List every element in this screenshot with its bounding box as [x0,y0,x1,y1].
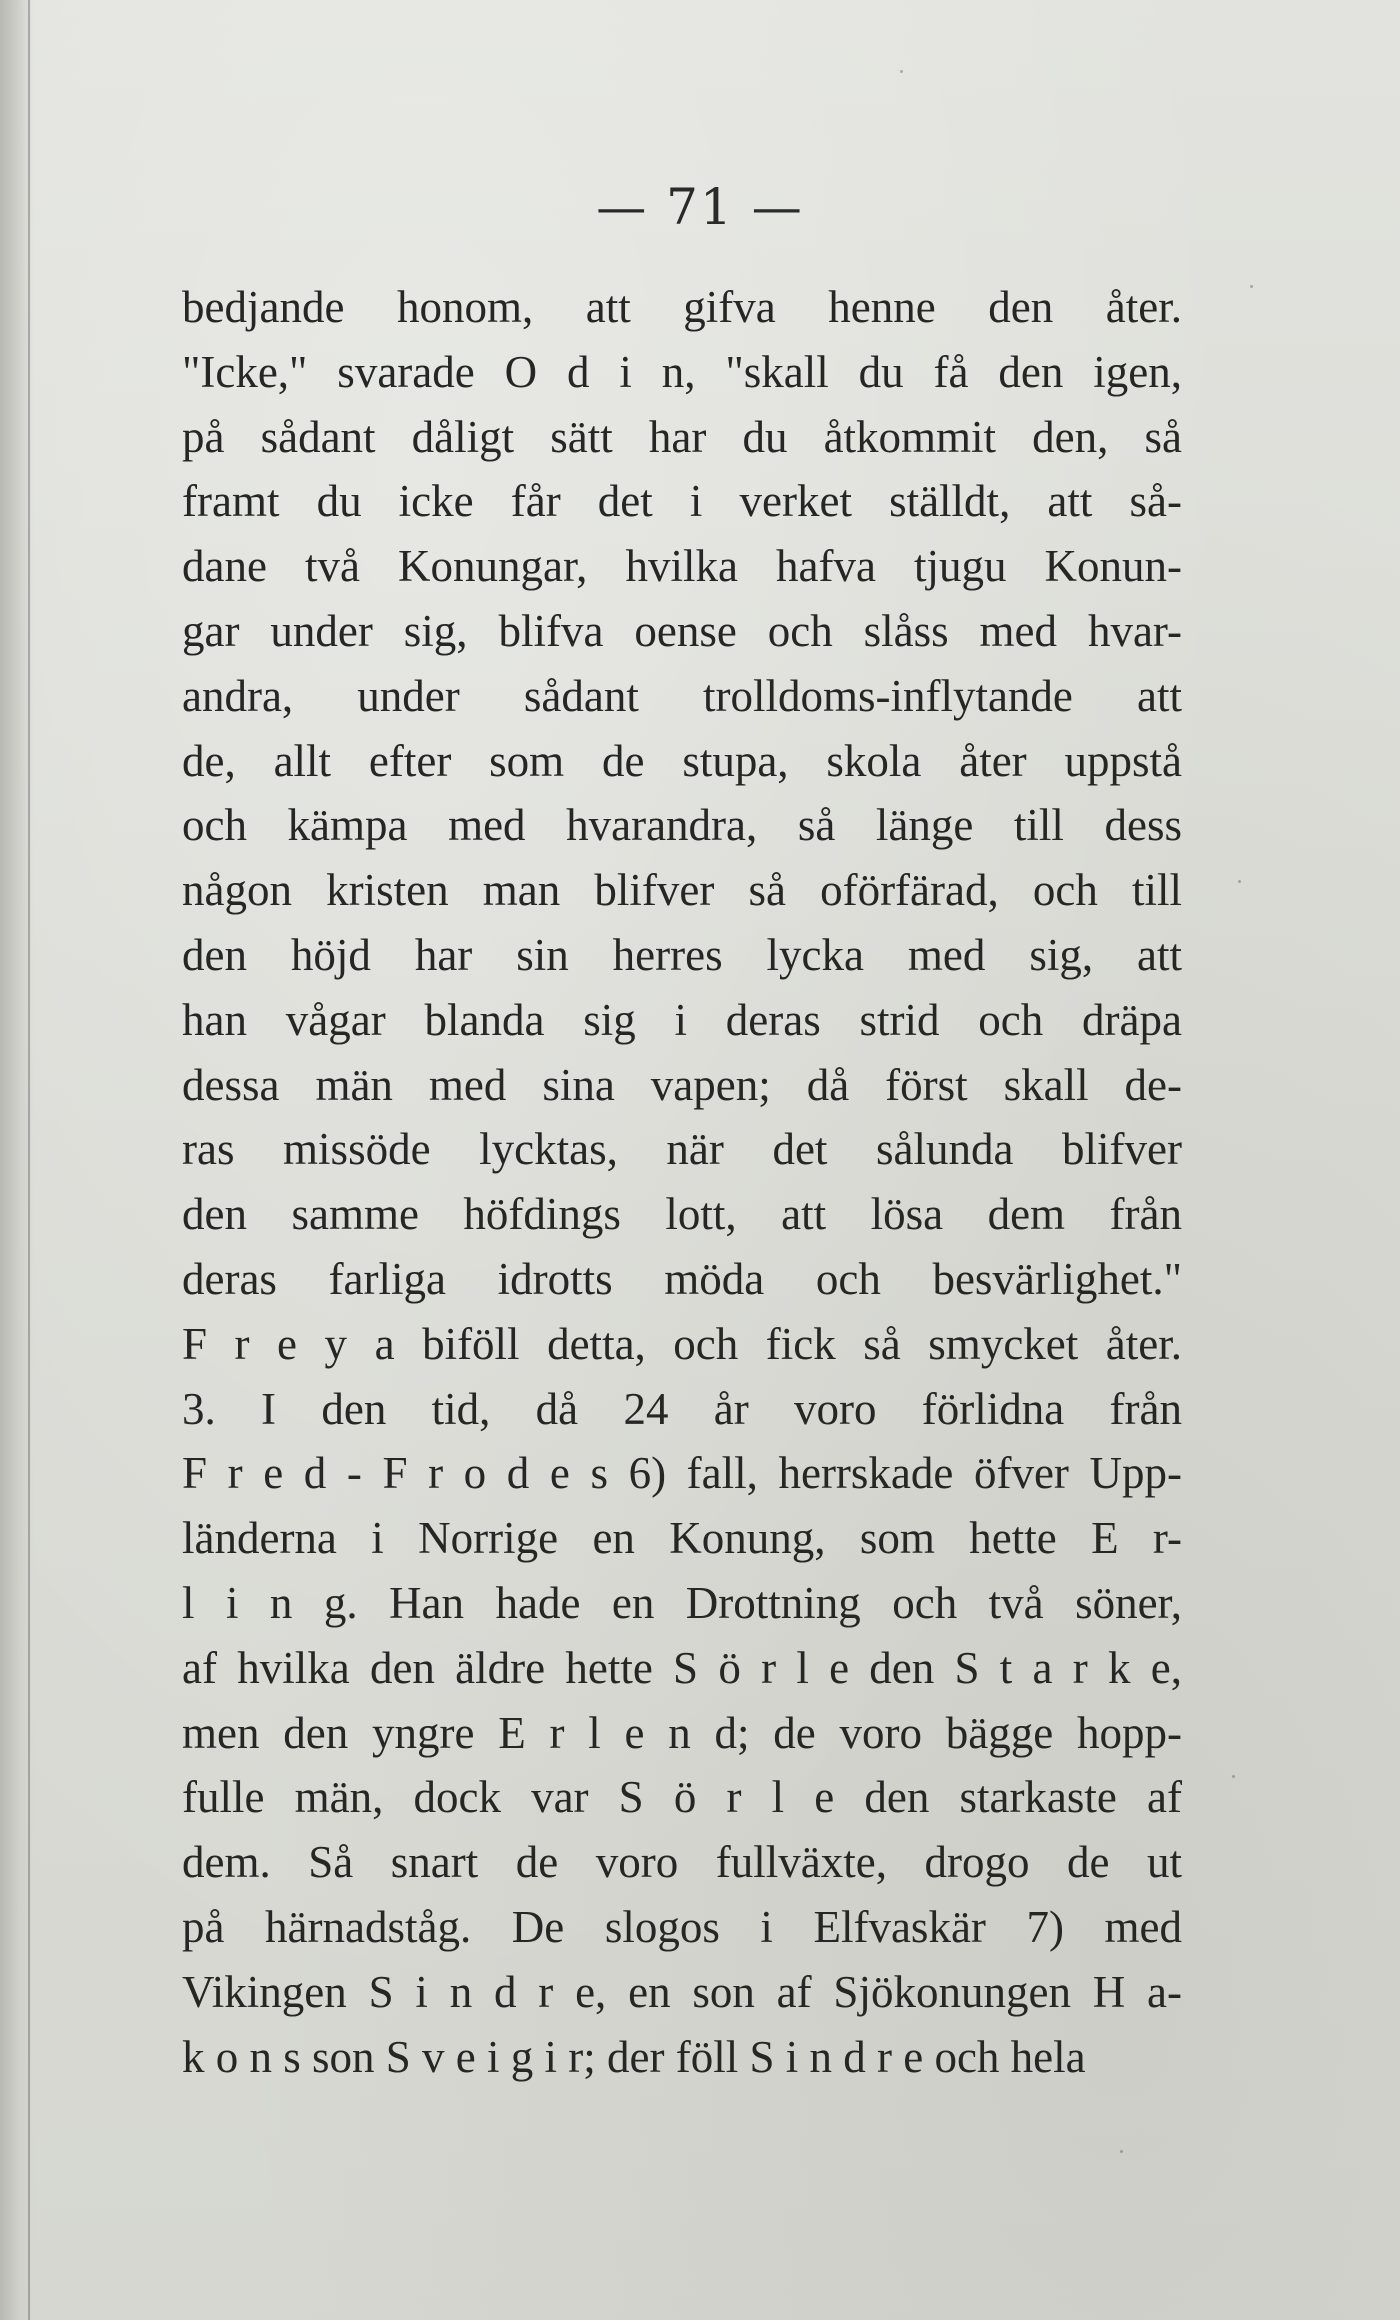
text-line: framt du icke får det i verket ställdt, att så- [182,476,1182,527]
text-line: på sådant dåligt sätt har du åtkommit den, så [182,411,1182,462]
text-line: dane två Konungar, hvilka hafva tjugu Konun- [182,541,1182,592]
body-text [182,275,1182,2089]
text-line: Vikingen S i n d r e, en son af Sjökonungen H a- [182,1966,1182,2017]
text-line: men den yngre E r l e n d; de voro bägge hopp- [182,1707,1182,1758]
text-line: l i n g. Han hade en Drottning och två söner, [182,1577,1182,1628]
text-line: "Icke," svarade O d i n, "skall du få den igen, [182,346,1182,397]
text-line: någon kristen man blifver så oförfärad, och till [182,865,1182,916]
text-line: den höjd har sin herres lycka med sig, att [182,929,1182,980]
paper-speck [1238,880,1241,883]
text-line: den samme höfdings lott, att lösa dem från [182,1189,1182,1240]
paper-speck [1120,2150,1123,2153]
text-line: fulle män, dock var S ö r l e den starkaste af [182,1772,1182,1823]
text-line: och kämpa med hvarandra, så länge till dess [182,800,1182,851]
text-line: ras missöde lycktas, när det sålunda blifver [182,1124,1182,1175]
paper-speck [1232,1775,1235,1778]
paper-speck [1250,285,1253,288]
binding-edge [28,0,30,2320]
text-line: F r e d - F r o d e s 6) fall, herrskade öfver Upp- [182,1448,1182,1499]
text-line: dem. Så snart de voro fullväxte, drogo de ut [182,1837,1182,1888]
text-line: länderna i Norrige en Konung, som hette E r- [182,1513,1182,1564]
text-line: k o n s son S v e i g i r; der föll S i n d r e och hela [182,2031,1086,2082]
text-line: på härnadståg. De slogos i Elfvaskär 7) med [182,1901,1182,1952]
text-line: han vågar blanda sig i deras strid och dräpa [182,994,1182,1045]
text-line: deras farliga idrotts möda och besvärlighet." [182,1253,1182,1304]
text-line: 3. I den tid, då 24 år voro förlidna från [182,1383,1182,1434]
text-line: F r e y a biföll detta, och fick så smycket åter. [182,1318,1182,1369]
page-number: — 71 — [596,178,804,236]
text-line: bedjande honom, att gifva henne den åter. [182,282,1182,332]
text-line: gar under sig, blifva oense och slåss med hvar- [182,605,1182,656]
text-line: af hvilka den äldre hette S ö r l e den S t a r k e, [182,1642,1182,1693]
text-line: de, allt efter som de stupa, skola åter uppstå [182,735,1182,786]
text-line: dessa män med sina vapen; då först skall de- [182,1059,1182,1110]
paper-speck [900,70,903,73]
text-line: andra, under sådant trolldoms-inflytande att [182,670,1182,721]
